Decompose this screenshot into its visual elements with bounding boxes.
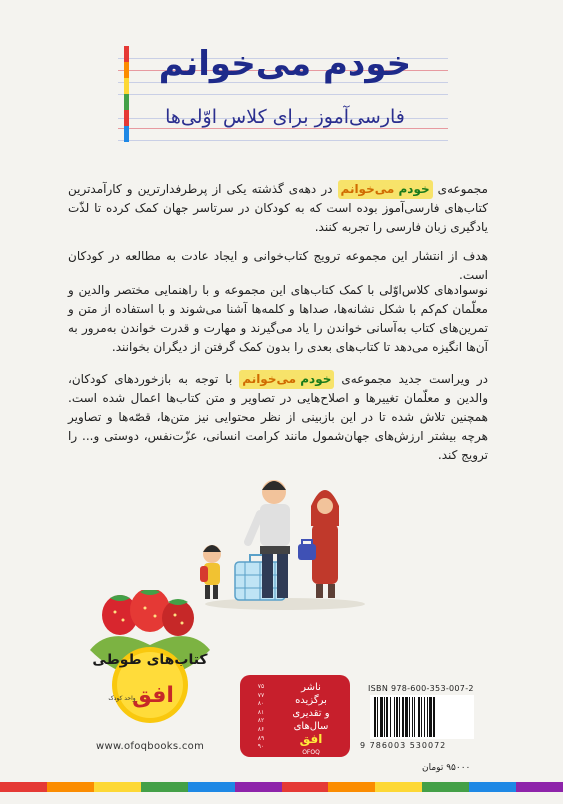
stripe-segment bbox=[469, 782, 516, 792]
stripe-segment bbox=[328, 782, 375, 792]
family-illustration bbox=[190, 462, 370, 612]
barcode bbox=[370, 695, 474, 739]
series-name-highlight: خودم می‌خوانم bbox=[338, 180, 433, 199]
stripe-segment bbox=[375, 782, 422, 792]
description-paragraph-4: در ویراست جدید مجموعه‌ی خودم می‌خوانم با توجه به بازخوردهای کودکان، والدین و معلّمان تغییرها و اصلاح‌هایی در تصاویر و متن کتاب‌ها اعمال شده است. همچنین تلاش شده تا در این بازبینی از نظر محتوایی نیز متن‌ها، قصّه‌ها و تصاویر هرچه بیشتر ارزش‌های جهان‌شمول مانند کرامت انسانی، عزّت‌نفس، دوستی و... را ترویج کند. bbox=[68, 372, 488, 462]
award-badge bbox=[240, 675, 350, 757]
barcode-digits: 9 786003 530072 bbox=[360, 741, 447, 750]
stripe-segment bbox=[47, 782, 94, 792]
award-badge-text: ناشر برگزیده و تقدیری سال‌های افق OFOQ bbox=[280, 681, 342, 759]
badge-brand: افق bbox=[299, 732, 323, 746]
description-paragraph-1: مجموعه‌ی خودم می‌خوانم در دهه‌ی گذشته یکی از پرطرفدارترین و کارآمدترین کتاب‌های فارسی‌آموز بوده است که به کودکان در سرتاسر جهان کمک کرده تا لذّت یادگیری زبان فارسی را تجربه کنند. bbox=[68, 182, 488, 234]
publisher-website: www.ofoqbooks.com bbox=[96, 741, 205, 752]
stripe-segment bbox=[282, 782, 329, 792]
stripe-segment bbox=[188, 782, 235, 792]
stripe-segment bbox=[516, 782, 563, 792]
description-paragraph-3: نوسوادهای کلاس‌اوّلی با کمک کتاب‌های این مجموعه و با راهنمایی مختصر والدین و معلّمان کم‌کم با شکل نشانه‌ها، صداها و کلمه‌ها آشنا می‌شوند و با استفاده از متن و تمرین‌های کتاب به‌آسانی خواندن را یاد می‌گیرند و مهارت و قدرت خواندن به‌مرور به آن‌ها انگیزه می‌دهد تا کتاب‌های بعدی را بدون کمک گرفتن از دیگران بخوانند. bbox=[68, 283, 488, 354]
logo-age-label: واحد کودک bbox=[108, 695, 136, 702]
logo-brand-text: افق bbox=[132, 683, 174, 708]
bottom-colour-stripe bbox=[0, 782, 563, 792]
badge-latin: OFOQ bbox=[302, 749, 320, 756]
price-label: ۹۵۰۰۰ تومان bbox=[422, 763, 471, 773]
award-years: ۷۵ ۷۷ ۸۰ ۸۱ ۸۲ ۸۶ ۸۹ ۹۰ bbox=[257, 683, 265, 751]
stripe-segment bbox=[235, 782, 282, 792]
book-subtitle: فارسی‌آموز برای کلاس اوّلی‌ها bbox=[165, 106, 405, 128]
stripe-segment bbox=[141, 782, 188, 792]
description-paragraph-2: هدف از انتشار این مجموعه ترویج کتاب‌خوانی و ایجاد عادت به مطالعه در کودکان است. bbox=[68, 249, 488, 282]
stripe-segment bbox=[94, 782, 141, 792]
logo-imprint-text: کتاب‌های طوطی bbox=[92, 652, 208, 668]
publisher-logo bbox=[90, 590, 210, 735]
stripe-segment bbox=[0, 782, 47, 792]
stripe-segment bbox=[422, 782, 469, 792]
isbn-label: ISBN 978-600-353-007-2 bbox=[368, 684, 474, 693]
series-name-highlight: خودم می‌خوانم bbox=[239, 370, 334, 389]
book-title: خودم می‌خوانم bbox=[158, 44, 412, 84]
